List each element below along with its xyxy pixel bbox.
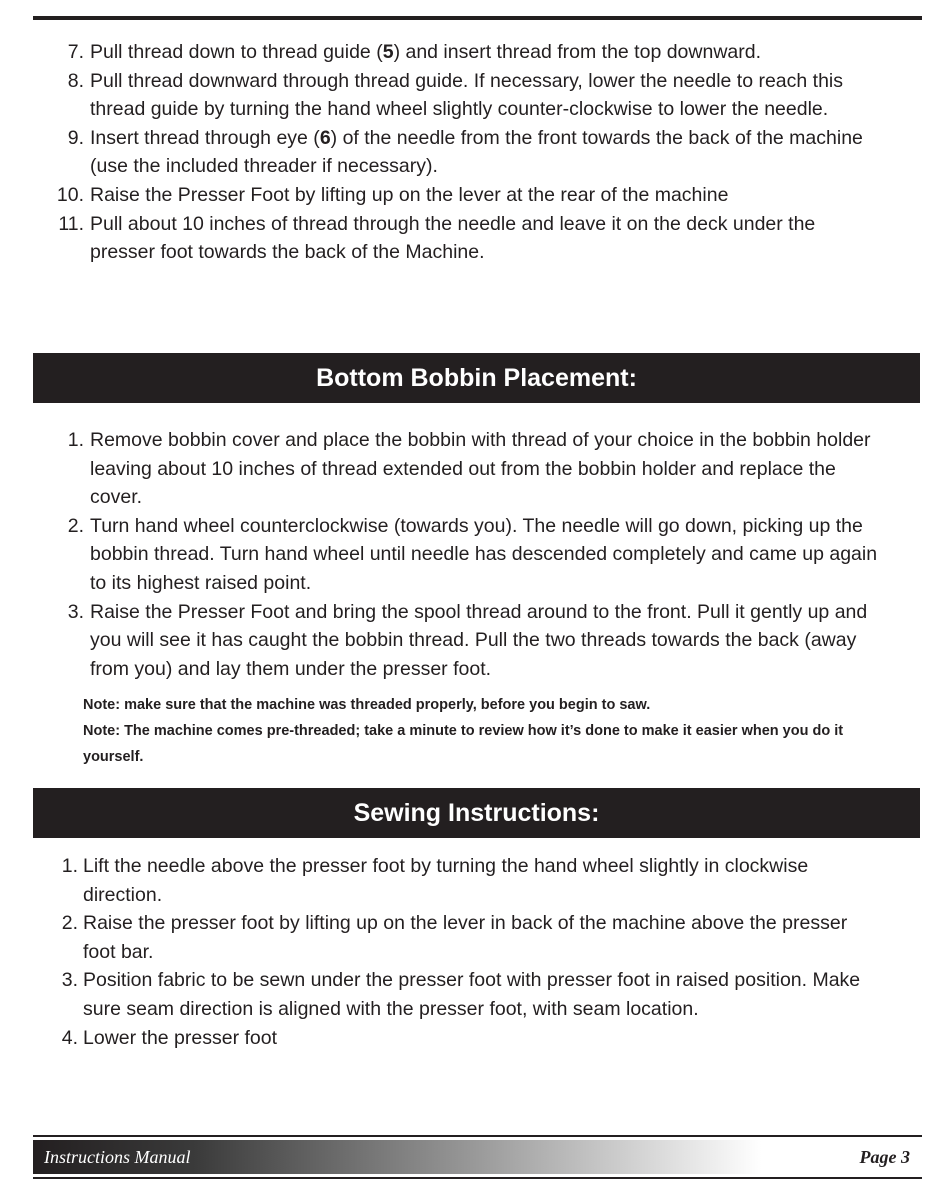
section-heading-sewing: Sewing Instructions: bbox=[33, 788, 920, 838]
step-number: 1. bbox=[67, 429, 84, 451]
top-divider bbox=[33, 16, 922, 20]
step-text: Raise the presser foot by lifting up on the lever in back of the machine above the presser foot bar. bbox=[83, 912, 848, 963]
list-item bbox=[0, 124, 880, 181]
callout-number: 5 bbox=[382, 41, 394, 63]
step-text: Pull thread down to thread guide (5) and insert thread from the top downward. bbox=[90, 41, 762, 63]
list-item bbox=[0, 426, 880, 512]
list-item bbox=[0, 512, 880, 598]
step-number: 8. bbox=[67, 69, 84, 92]
note-threading: Note: make sure that the machine was threaded properly, before you begin to saw. bbox=[83, 697, 651, 713]
list-item bbox=[0, 852, 873, 909]
step-text: Turn hand wheel counterclockwise (towards you). The needle will go down, picking up the bobbin thread. Turn hand wheel until needle has descended completely and came up again to its highest raised point. bbox=[90, 514, 878, 594]
step-number: 4. bbox=[61, 1026, 78, 1049]
step-text: Raise the Presser Foot by lifting up on the lever at the rear of the machine bbox=[90, 183, 729, 206]
step-text: Raise the Presser Foot and bring the spool thread around to the front. Pull it gently up and you will see it has caught the bobbin thread. Pull the two threads towards the back (away from you) and lay them under the presser foot. bbox=[90, 600, 868, 680]
step-number: 7. bbox=[67, 41, 84, 63]
footer-divider-top bbox=[33, 1135, 922, 1137]
list-item bbox=[0, 210, 880, 267]
step-text: Lower the presser foot bbox=[83, 1026, 278, 1049]
section-heading-bobbin: Bottom Bobbin Placement: bbox=[33, 353, 920, 403]
step-number: 10. bbox=[56, 183, 84, 206]
step-number: 3. bbox=[67, 600, 84, 623]
step-number: 11. bbox=[58, 212, 84, 235]
step-number: 3. bbox=[61, 969, 78, 992]
step-text: Insert thread through eye (6) of the needle from the front towards the back of the machine (use the included threader if necessary). bbox=[90, 126, 863, 178]
threading-steps-list bbox=[0, 38, 880, 267]
footer-title: Instructions Manual bbox=[44, 1147, 191, 1167]
footer-divider-bottom bbox=[33, 1177, 922, 1179]
list-item bbox=[0, 598, 880, 684]
list-item bbox=[0, 67, 880, 124]
step-text: Lift the needle above the presser foot by turning the hand wheel slightly in clockwise direction. bbox=[83, 855, 809, 906]
sewing-steps-list bbox=[0, 852, 873, 1052]
list-item bbox=[0, 1024, 873, 1053]
notes-block bbox=[83, 692, 863, 770]
note-pre-threaded: Note: The machine comes pre-threaded; take a minute to review how it’s done to make it easier when you do it yourself. bbox=[83, 723, 844, 765]
step-text: Remove bobbin cover and place the bobbin with thread of your choice in the bobbin holder leaving about 10 inches of thread extended out from the bobbin holder and replace the cover. bbox=[90, 429, 871, 509]
step-number: 2. bbox=[67, 514, 84, 537]
step-number: 2. bbox=[61, 912, 78, 935]
step-text: Pull thread downward through thread guide. If necessary, lower the needle to reach this thread guide by turning the hand wheel slightly counter-clockwise to lower the needle. bbox=[90, 69, 844, 121]
step-text: Position fabric to be sewn under the presser foot with presser foot in raised position. Make sure seam direction is aligned with the presser foot, with seam location. bbox=[83, 969, 861, 1020]
bobbin-steps-list bbox=[0, 426, 880, 683]
list-item bbox=[0, 181, 880, 210]
step-number: 9. bbox=[67, 126, 84, 149]
step-number: 1. bbox=[61, 855, 78, 877]
list-item bbox=[0, 909, 873, 966]
page-number: Page 3 bbox=[859, 1147, 910, 1167]
list-item bbox=[0, 966, 873, 1023]
step-text: Pull about 10 inches of thread through the needle and leave it on the deck under the presser foot towards the back of the Machine. bbox=[90, 212, 816, 264]
callout-number: 6 bbox=[319, 126, 331, 149]
list-item bbox=[0, 38, 880, 67]
